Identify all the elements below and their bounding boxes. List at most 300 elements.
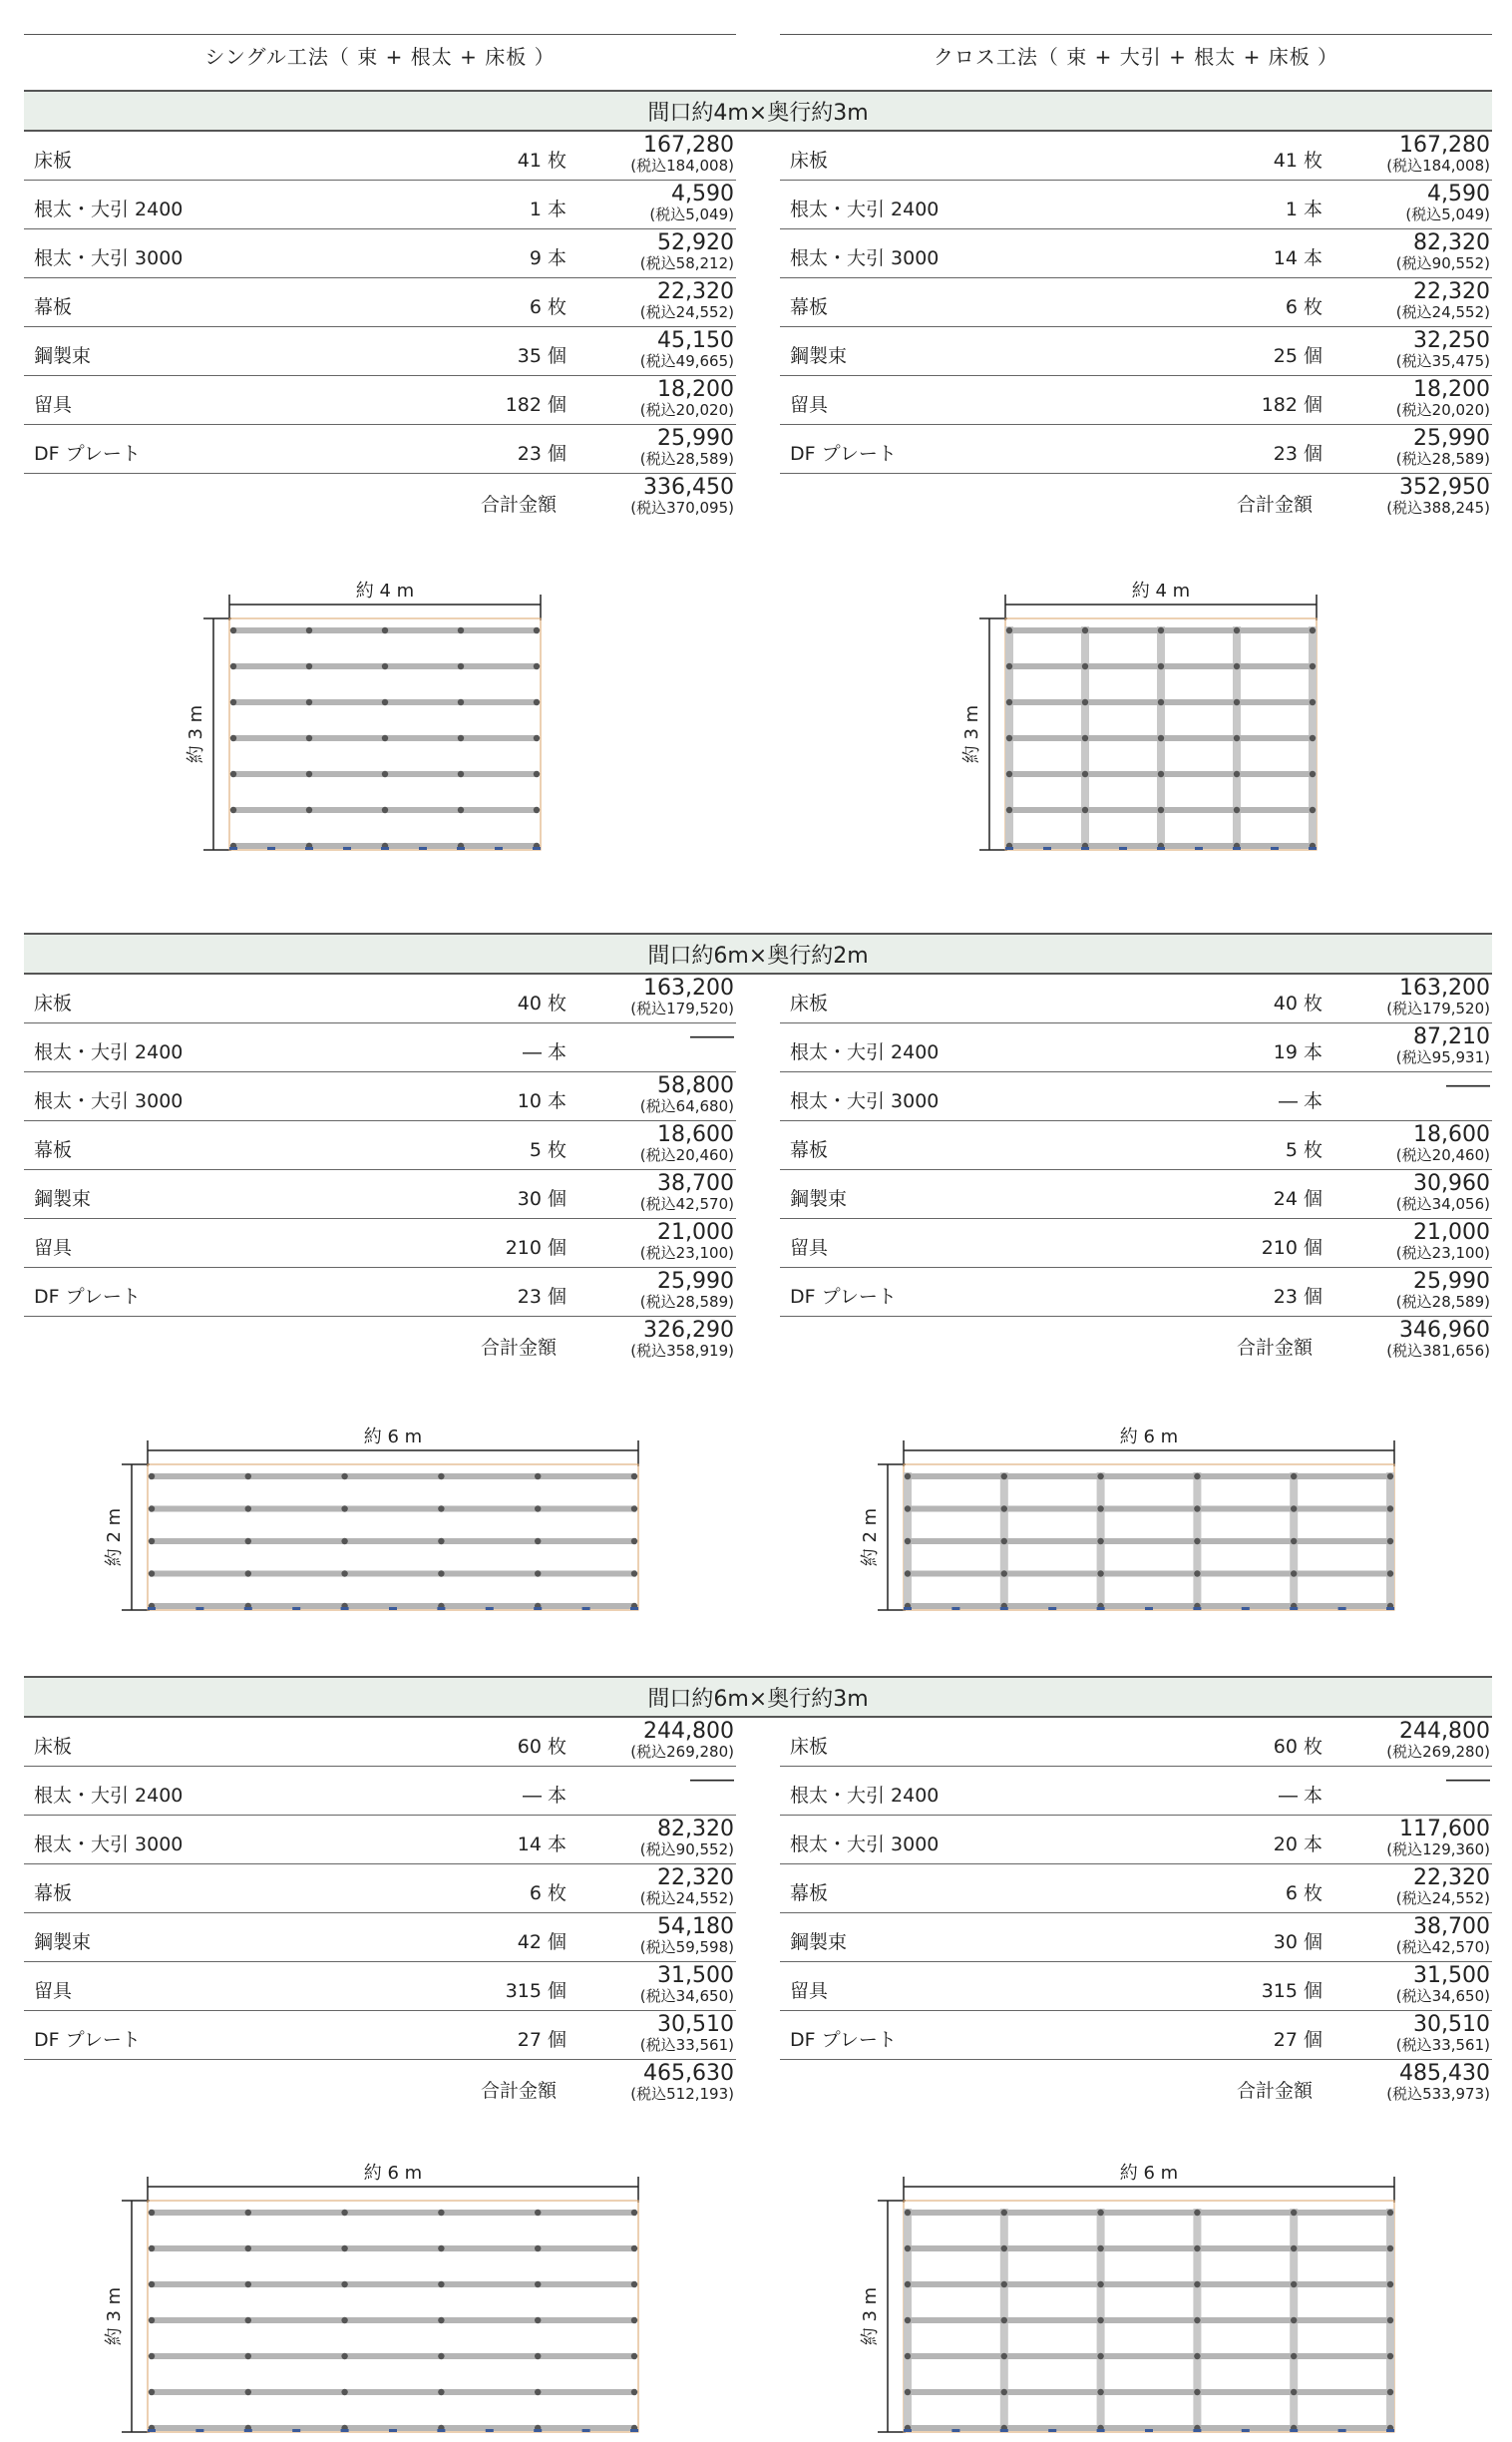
price-incl-tax: (税込28,589): [639, 1293, 734, 1311]
post: [245, 2245, 251, 2251]
edge-bracket: [341, 1607, 349, 1610]
item-price: [640, 330, 734, 370]
post: [306, 843, 312, 849]
joist: [1007, 699, 1315, 705]
post: [535, 2210, 541, 2216]
post: [534, 699, 540, 705]
edge-bracket: [630, 2429, 638, 2432]
item-name: 床板: [34, 993, 73, 1015]
beam: [1386, 1472, 1394, 1608]
price-incl-tax: (税込24,552): [1395, 303, 1490, 321]
joist: [150, 2389, 636, 2395]
post: [341, 2281, 347, 2287]
total-excl-tax: 326,290: [643, 1318, 734, 1343]
price-incl-tax: (税込42,570): [1395, 1938, 1490, 1956]
price-excl-tax: 45,150: [657, 328, 734, 353]
post: [1387, 2353, 1393, 2359]
item-name: 根太・大引 3000: [34, 247, 184, 269]
post: [1310, 735, 1316, 741]
item-name: 鋼製束: [34, 1931, 92, 1953]
post: [1194, 1473, 1200, 1479]
table-row: [24, 132, 736, 181]
post: [1194, 2317, 1200, 2323]
post: [438, 1473, 444, 1479]
post: [306, 663, 312, 669]
post: [1291, 1473, 1297, 1479]
table-row: [24, 1023, 736, 1072]
item-name: 根太・大引 3000: [34, 1090, 184, 1112]
price-incl-tax: (税込90,552): [639, 1840, 734, 1858]
table-row: [780, 1913, 1492, 1962]
item-price: [1386, 1819, 1490, 1858]
post: [341, 2245, 347, 2251]
item-price: [1396, 1867, 1490, 1907]
beam: [1005, 626, 1013, 848]
item-name: 根太・大引 2400: [790, 1785, 940, 1807]
item-price: [1396, 428, 1490, 468]
total-excl-tax: 485,430: [1399, 2061, 1490, 2086]
post: [1310, 771, 1316, 777]
item-quantity: 5 枚: [1285, 1139, 1323, 1161]
item-price: [640, 1173, 734, 1213]
price-excl-tax: 25,990: [1413, 1269, 1490, 1294]
post: [1194, 1538, 1200, 1544]
post: [1082, 807, 1088, 813]
item-quantity: 42 個: [517, 1931, 567, 1953]
edge-bracket: [1233, 847, 1241, 850]
post: [1387, 1603, 1393, 1609]
deck-outline: [148, 1464, 638, 1610]
item-name: 鋼製束: [34, 345, 92, 367]
beam: [1193, 2209, 1201, 2430]
edge-bracket: [1338, 1607, 1346, 1610]
post: [1310, 843, 1316, 849]
post: [1001, 1538, 1007, 1544]
post: [1001, 2281, 1007, 2287]
table-row: [24, 425, 736, 474]
post: [341, 1570, 347, 1576]
edge-bracket: [1005, 847, 1013, 850]
post: [1097, 2317, 1103, 2323]
total-incl-tax: (税込388,245): [1386, 499, 1490, 517]
edge-bracket: [389, 1607, 397, 1610]
edge-bracket: [1290, 1607, 1298, 1610]
table-row: [780, 1767, 1492, 1816]
joist: [1007, 807, 1315, 813]
price-excl-tax: 32,250: [1413, 328, 1490, 353]
price-excl-tax: 38,700: [1413, 1914, 1490, 1939]
post: [1194, 1603, 1200, 1609]
joist: [150, 1538, 636, 1544]
joist: [231, 843, 539, 849]
table-row: [780, 425, 1492, 474]
price-excl-tax: 30,510: [657, 2012, 734, 2037]
post: [535, 1603, 541, 1609]
item-name: DF プレート: [34, 2029, 141, 2051]
price-incl-tax: (税込42,570): [639, 1195, 734, 1213]
price-incl-tax: (税込5,049): [649, 205, 734, 223]
price-incl-tax: (税込28,589): [639, 450, 734, 468]
item-price: [640, 1916, 734, 1956]
item-quantity: ― 本: [1278, 1785, 1323, 1807]
width-label: 約 4 m: [355, 581, 415, 602]
post: [1234, 771, 1240, 777]
joist: [906, 2353, 1392, 2359]
post: [306, 627, 312, 633]
item-quantity: 30 個: [1273, 1931, 1323, 1953]
item-price: [1396, 330, 1490, 370]
post: [1001, 1570, 1007, 1576]
post: [1158, 735, 1164, 741]
item-quantity: 27 個: [1273, 2029, 1323, 2051]
post: [341, 2389, 347, 2395]
price-incl-tax: (税込20,460): [639, 1146, 734, 1164]
post: [1158, 807, 1164, 813]
price-excl-tax: 21,000: [1413, 1220, 1490, 1245]
post: [245, 2425, 251, 2431]
edge-bracket: [343, 847, 351, 850]
price-incl-tax: (税込20,460): [1395, 1146, 1490, 1164]
joist: [231, 699, 539, 705]
edge-bracket: [457, 847, 465, 850]
post: [1234, 735, 1240, 741]
item-quantity: 60 枚: [1273, 1736, 1323, 1758]
edge-bracket: [904, 1607, 912, 1610]
total-excl-tax: 465,630: [643, 2061, 734, 2086]
price-incl-tax: (税込179,520): [630, 1000, 734, 1018]
item-quantity: 23 個: [517, 1286, 567, 1308]
post: [382, 735, 388, 741]
item-name: 根太・大引 3000: [790, 1090, 940, 1112]
price-excl-tax: 4,590: [671, 182, 734, 206]
edge-bracket: [1048, 1607, 1056, 1610]
item-price: [1396, 1965, 1490, 2005]
total-label: 合計金額: [480, 1337, 557, 1359]
beam: [1097, 1472, 1105, 1608]
item-name: 鋼製束: [790, 1188, 848, 1210]
joist: [906, 1603, 1392, 1609]
post: [905, 1570, 911, 1576]
post: [631, 2425, 637, 2431]
price-incl-tax: (税込59,598): [639, 1938, 734, 1956]
table-row: [24, 1864, 736, 1913]
joist: [1007, 735, 1315, 741]
post: [1310, 699, 1316, 705]
total-incl-tax: (税込512,193): [630, 2085, 734, 2103]
item-name: 幕板: [34, 296, 73, 318]
post: [905, 1473, 911, 1479]
table-row: [780, 181, 1492, 229]
post: [1097, 1603, 1103, 1609]
item-name: 留具: [34, 1980, 73, 2002]
section-6x2: [24, 933, 1492, 1394]
price-excl-tax: 4,590: [1427, 182, 1490, 206]
item-quantity: 27 個: [517, 2029, 567, 2051]
edge-bracket: [148, 1607, 156, 1610]
post: [341, 1603, 347, 1609]
item-name: 根太・大引 2400: [34, 199, 184, 220]
edge-bracket: [1242, 1607, 1250, 1610]
joist: [150, 2353, 636, 2359]
depth-label: 約 3 m: [961, 704, 982, 764]
post: [1001, 2425, 1007, 2431]
joist: [150, 1473, 636, 1479]
price-excl-tax: 167,280: [643, 133, 734, 158]
joist: [906, 1506, 1392, 1512]
price-excl-tax: 54,180: [657, 1914, 734, 1939]
joist: [1007, 627, 1315, 633]
price-incl-tax: (税込269,280): [1386, 1743, 1490, 1761]
price-incl-tax: (税込23,100): [639, 1244, 734, 1262]
edge-bracket: [1195, 847, 1203, 850]
post: [905, 2281, 911, 2287]
item-quantity: 10 本: [517, 1090, 567, 1112]
beam: [904, 2209, 912, 2430]
edge-bracket: [1338, 2429, 1346, 2432]
table-row: [780, 975, 1492, 1023]
width-label: 約 6 m: [1119, 2163, 1179, 2184]
post: [534, 663, 540, 669]
edge-bracket: [341, 2429, 349, 2432]
item-price: [1446, 1770, 1490, 1792]
post: [438, 2281, 444, 2287]
joist: [231, 663, 539, 669]
post: [1234, 663, 1240, 669]
post: [1194, 2210, 1200, 2216]
table-row: [780, 1268, 1492, 1317]
beam: [1081, 626, 1089, 848]
post: [1194, 1505, 1200, 1511]
beam: [1097, 2209, 1105, 2430]
item-name: DF プレート: [790, 2029, 897, 2051]
item-quantity: ― 本: [522, 1041, 567, 1063]
table-row: [24, 1767, 736, 1816]
price-incl-tax: (税込90,552): [1395, 254, 1490, 272]
price-excl-tax: 52,920: [657, 230, 734, 255]
item-name: 幕板: [34, 1882, 73, 1904]
item-quantity: 315 個: [1261, 1980, 1323, 2002]
beam: [1000, 1472, 1008, 1608]
section-title-text: 間口約6m×奥行約2m: [647, 943, 869, 969]
post: [1291, 2281, 1297, 2287]
item-quantity: 6 枚: [1285, 296, 1323, 318]
item-name: 根太・大引 3000: [790, 247, 940, 269]
item-price: [640, 1819, 734, 1858]
post: [245, 2353, 251, 2359]
post: [149, 2389, 155, 2395]
post: [1194, 2245, 1200, 2251]
post: [382, 807, 388, 813]
price-incl-tax: (税込34,650): [1395, 1987, 1490, 2005]
price-excl-tax: 163,200: [643, 976, 734, 1001]
edge-bracket: [381, 847, 389, 850]
price-excl-tax: 22,320: [657, 1865, 734, 1890]
item-price: [1386, 978, 1490, 1018]
table-row: [780, 1023, 1492, 1072]
total-price: [1386, 477, 1490, 517]
post: [535, 2281, 541, 2287]
post: [1387, 1538, 1393, 1544]
depth-label: 約 2 m: [860, 1507, 881, 1567]
item-price: [1396, 1124, 1490, 1164]
total-label: 合計金額: [1236, 494, 1313, 516]
item-name: 床板: [790, 993, 829, 1015]
post: [631, 1505, 637, 1511]
post: [458, 735, 464, 741]
price-incl-tax: (税込64,680): [639, 1097, 734, 1115]
table-row: [24, 975, 736, 1023]
total-incl-tax: (税込358,919): [630, 1342, 734, 1360]
price-incl-tax: (税込33,561): [1395, 2036, 1490, 2054]
edge-bracket: [1081, 847, 1089, 850]
item-quantity: 5 枚: [529, 1139, 567, 1161]
post: [1082, 735, 1088, 741]
post: [341, 2317, 347, 2323]
post: [1082, 699, 1088, 705]
item-quantity: 14 本: [517, 1833, 567, 1855]
post: [1291, 2317, 1297, 2323]
edge-bracket: [486, 2429, 494, 2432]
deck-outline: [904, 2201, 1394, 2432]
post: [534, 807, 540, 813]
table-row: [780, 229, 1492, 278]
item-name: 根太・大引 3000: [790, 1833, 940, 1855]
price-incl-tax: (税込184,008): [1386, 157, 1490, 175]
table-row: [780, 376, 1492, 425]
post: [1310, 807, 1316, 813]
item-price: [1386, 1721, 1490, 1761]
item-name: 留具: [790, 1237, 829, 1259]
item-quantity: 182 個: [505, 394, 567, 416]
post: [1194, 2353, 1200, 2359]
section-title: [24, 933, 1492, 975]
item-quantity: 6 枚: [1285, 1882, 1323, 1904]
edge-bracket: [389, 2429, 397, 2432]
total-price: [630, 2063, 734, 2103]
post: [1291, 2425, 1297, 2431]
post: [149, 2245, 155, 2251]
post: [1001, 1603, 1007, 1609]
item-quantity: 60 枚: [517, 1736, 567, 1758]
post: [1001, 2353, 1007, 2359]
post: [631, 2317, 637, 2323]
joist: [906, 2317, 1392, 2323]
joist: [906, 1571, 1392, 1577]
post: [1006, 843, 1012, 849]
joist: [150, 2245, 636, 2251]
item-quantity: 210 個: [1261, 1237, 1323, 1259]
table-row: [24, 1072, 736, 1121]
edge-bracket: [1271, 847, 1279, 850]
post: [1234, 627, 1240, 633]
price-excl-tax: 25,990: [657, 1269, 734, 1294]
joist: [906, 2281, 1392, 2287]
table-row: [780, 132, 1492, 181]
post: [149, 2353, 155, 2359]
post: [458, 771, 464, 777]
item-price: [630, 1721, 734, 1761]
post: [1291, 1505, 1297, 1511]
post: [1387, 2389, 1393, 2395]
table-row: [780, 1718, 1492, 1767]
cross-table: [780, 975, 1492, 1365]
post: [245, 2281, 251, 2287]
post: [306, 807, 312, 813]
post: [245, 2210, 251, 2216]
price-excl-tax: 30,960: [1413, 1171, 1490, 1196]
item-name: DF プレート: [34, 1286, 141, 1308]
item-quantity: 40 枚: [1273, 993, 1323, 1015]
edge-bracket: [292, 1607, 300, 1610]
post: [1194, 2389, 1200, 2395]
edge-bracket: [534, 2429, 542, 2432]
price-excl-tax: ――: [690, 1024, 734, 1049]
section-title: [24, 1676, 1492, 1718]
joist: [906, 2389, 1392, 2395]
post: [458, 843, 464, 849]
table-row: [780, 1072, 1492, 1121]
edge-bracket: [1386, 2429, 1394, 2432]
item-name: 鋼製束: [790, 1931, 848, 1953]
post: [535, 2245, 541, 2251]
joist: [1007, 843, 1315, 849]
post: [1006, 807, 1012, 813]
post: [535, 1570, 541, 1576]
single-table: [24, 975, 736, 1365]
item-price: [1396, 281, 1490, 321]
edge-bracket: [1145, 2429, 1153, 2432]
table-row: [24, 1121, 736, 1170]
item-name: 根太・大引 2400: [790, 199, 940, 220]
post: [1001, 1505, 1007, 1511]
post: [1158, 663, 1164, 669]
price-excl-tax: 18,600: [1413, 1122, 1490, 1147]
post: [230, 663, 236, 669]
total-row: [780, 1317, 1492, 1365]
post: [438, 1603, 444, 1609]
post: [149, 1473, 155, 1479]
section-title-text: 間口約6m×奥行約3m: [647, 1686, 869, 1712]
post: [382, 699, 388, 705]
post: [534, 771, 540, 777]
edge-bracket: [630, 1607, 638, 1610]
table-row: [24, 1913, 736, 1962]
post: [535, 2389, 541, 2395]
price-incl-tax: (税込269,280): [630, 1743, 734, 1761]
post: [905, 2210, 911, 2216]
total-price: [630, 477, 734, 517]
price-incl-tax: (税込24,552): [1395, 1889, 1490, 1907]
table-row: [780, 2011, 1492, 2060]
joist: [1007, 771, 1315, 777]
post: [458, 807, 464, 813]
item-price: [1396, 1916, 1490, 1956]
post: [631, 2353, 637, 2359]
edge-bracket: [267, 847, 275, 850]
price-excl-tax: ――: [690, 1768, 734, 1793]
post: [438, 2389, 444, 2395]
item-name: 留具: [790, 394, 829, 416]
item-name: 留具: [790, 1980, 829, 2002]
joist: [150, 2317, 636, 2323]
total-price: [630, 1320, 734, 1360]
total-row: [780, 474, 1492, 522]
post: [245, 2317, 251, 2323]
item-quantity: 24 個: [1273, 1188, 1323, 1210]
item-price: [640, 1124, 734, 1164]
table-row: [24, 181, 736, 229]
post: [382, 771, 388, 777]
